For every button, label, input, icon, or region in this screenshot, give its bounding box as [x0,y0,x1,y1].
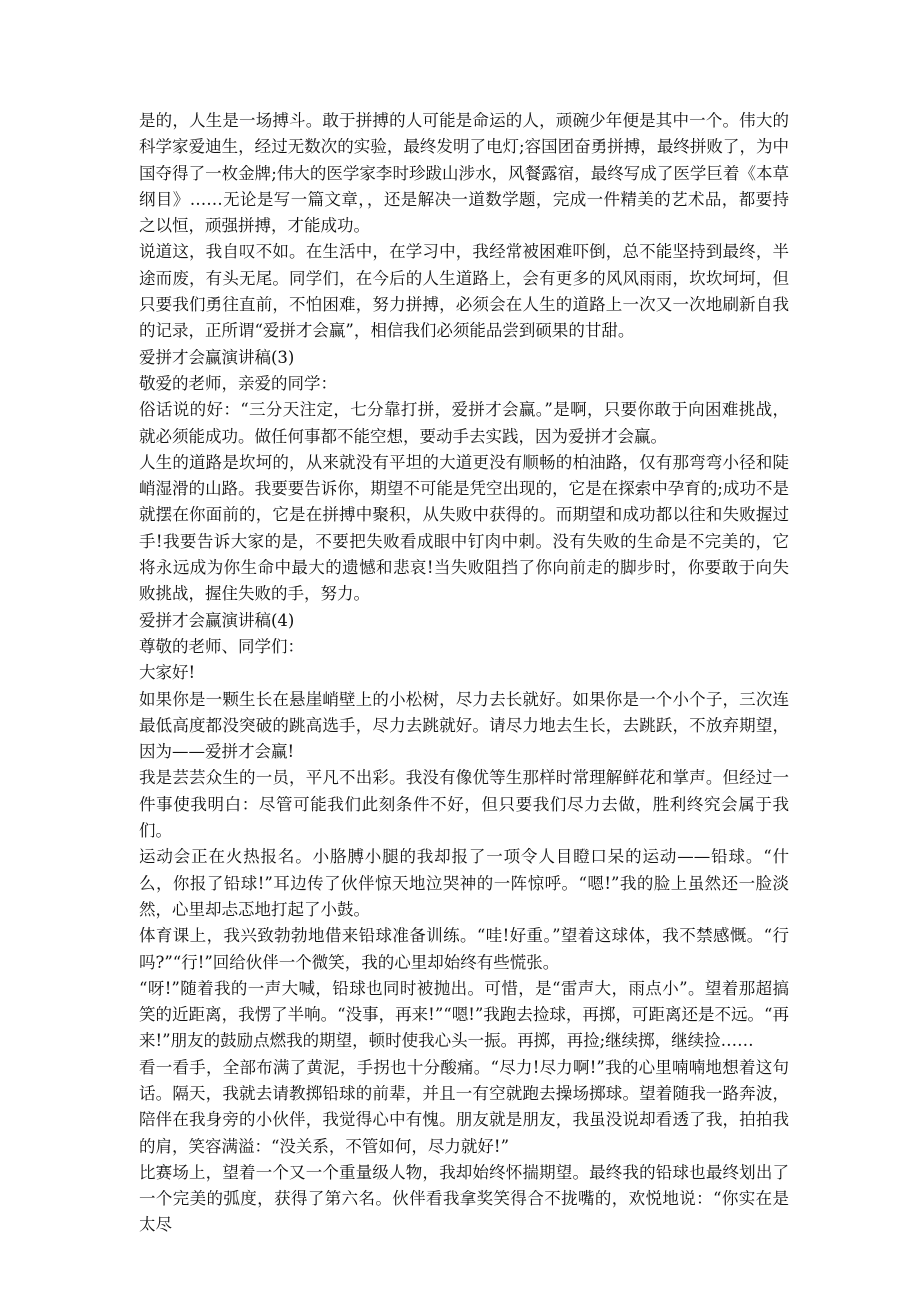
paragraph: 看一看手，全部布满了黄泥，手拐也十分酸痛。“尽力!尽力啊!”我的心里喃喃地想着这句话。隔天，我就去请教掷铅球的前辈，并且一有空就跑去操场掷球。望着随我一路奔波，陪伴在我身旁的小伙伴，我觉得心中有愧。朋友就是朋友，我虽没说却看透了我，拍拍我的肩，笑容满溢：“没关系，不管如何，尽力就好!” [139,1057,789,1156]
section-heading: 爱拼才会赢演讲稿(3) [139,347,295,367]
paragraph: “呀!”随着我的一声大喊，铅球也同时被抛出。可惜，是“雷声大，雨点小”。望着那超搞笑的近距离，我愣了半响。“没事，再来!”“嗯!”我跑去捡球，再掷，可距离还是不远。“再来!”朋友的鼓励点燃我的期望，顿时使我心头一振。再掷，再捡;继续掷，继续捡…… [139,978,789,1051]
paragraph: 是的，人生是一场搏斗。敢于拼搏的人可能是命运的人，顽碗少年便是其中一个。伟大的科学家爱迪生，经过无数次的实验，最终发明了电灯;容国团奋勇拼搏，最终拼败了，为中国夺得了一枚金牌;伟大的医学家李时珍跋山涉水，风餐露宿，最终写成了医学巨着《本草纲目》……无论是写一篇文章，，还是解决一道数学题，完成一件精美的艺术品，都要持之以恒，顽强拼搏，才能成功。 [139,111,789,236]
document-body [139,108,789,1239]
paragraph: 俗话说的好：“三分天注定，七分靠打拼，爱拼才会赢。”是啊，只要你敢于向困难挑战，就必须能成功。做任何事都不能空想，要动手去实践，因为爱拼才会赢。 [139,400,789,446]
greeting: 大家好! [139,663,196,683]
salutation: 尊敬的老师、同学们： [139,636,304,656]
paragraph: 如果你是一颗生长在悬崖峭壁上的小松树，尽力去长就好。如果你是一个小个子，三次连最低高度都没突破的跳高选手，尽力去跳就好。请尽力地去生长，去跳跃，不放弃期望，因为——爱拼才会赢! [139,689,789,762]
paragraph: 我是芸芸众生的一员，平凡不出彩。我没有像优等生那样时常理解鲜花和掌声。但经过一件事使我明白：尽管可能我们此刻条件不好，但只要我们尽力去做，胜利终究会属于我们。 [139,768,789,841]
paragraph: 说道这，我自叹不如。在生活中，在学习中，我经常被困难吓倒，总不能坚持到最终，半途而废，有头无尾。同学们，在今后的人生道路上，会有更多的风风雨雨，坎坎坷坷，但只要我们勇往直前，不怕困难，努力拼搏，必须会在人生的道路上一次又一次地刷新自我的记录，正所谓“爱拼才会赢”，相信我们必须能品尝到硕果的甘甜。 [139,242,789,341]
paragraph: 人生的道路是坎坷的，从来就没有平坦的大道更没有顺畅的柏油路，仅有那弯弯小径和陡峭湿滑的山路。我要要告诉你，期望不可能是凭空出现的，它是在探索中孕育的;成功不是就摆在你面前的，它是在拼搏中聚积，从失败中获得的。而期望和成功都以往和失败握过手!我要告诉大家的是，不要把失败看成眼中钉肉中刺。没有失败的生命是不完美的，它将永远成为你生命中最大的遗憾和悲哀!当失败阻挡了你向前走的脚步时，你要敢于向失败挑战，握住失败的手，努力。 [139,452,789,604]
salutation: 敬爱的老师，亲爱的同学： [139,373,337,393]
section-heading: 爱拼才会赢演讲稿(4) [139,610,295,630]
paragraph: 运动会正在火热报名。小胳膊小腿的我却报了一项令人目瞪口呆的运动——铅球。“什么，你报了铅球!”耳边传了伙伴惊天地泣哭神的一阵惊呼。“嗯!”我的脸上虽然还一脸淡然，心里却忐忑地打起了小鼓。 [139,847,789,919]
paragraph: 体育课上，我兴致勃勃地借来铅球准备训练。“哇!好重。”望着这球体，我不禁感慨。“行吗?”“行!”回给伙伴一个微笑，我的心里却始终有些慌张。 [139,926,789,972]
paragraph: 比赛场上，望着一个又一个重量级人物，我却始终怀揣期望。最终我的铅球也最终划出了一个完美的弧度，获得了第六名。伙伴看我拿奖笑得合不拢嘴的，欢悦地说：“你实在是太尽 [139,1162,789,1235]
